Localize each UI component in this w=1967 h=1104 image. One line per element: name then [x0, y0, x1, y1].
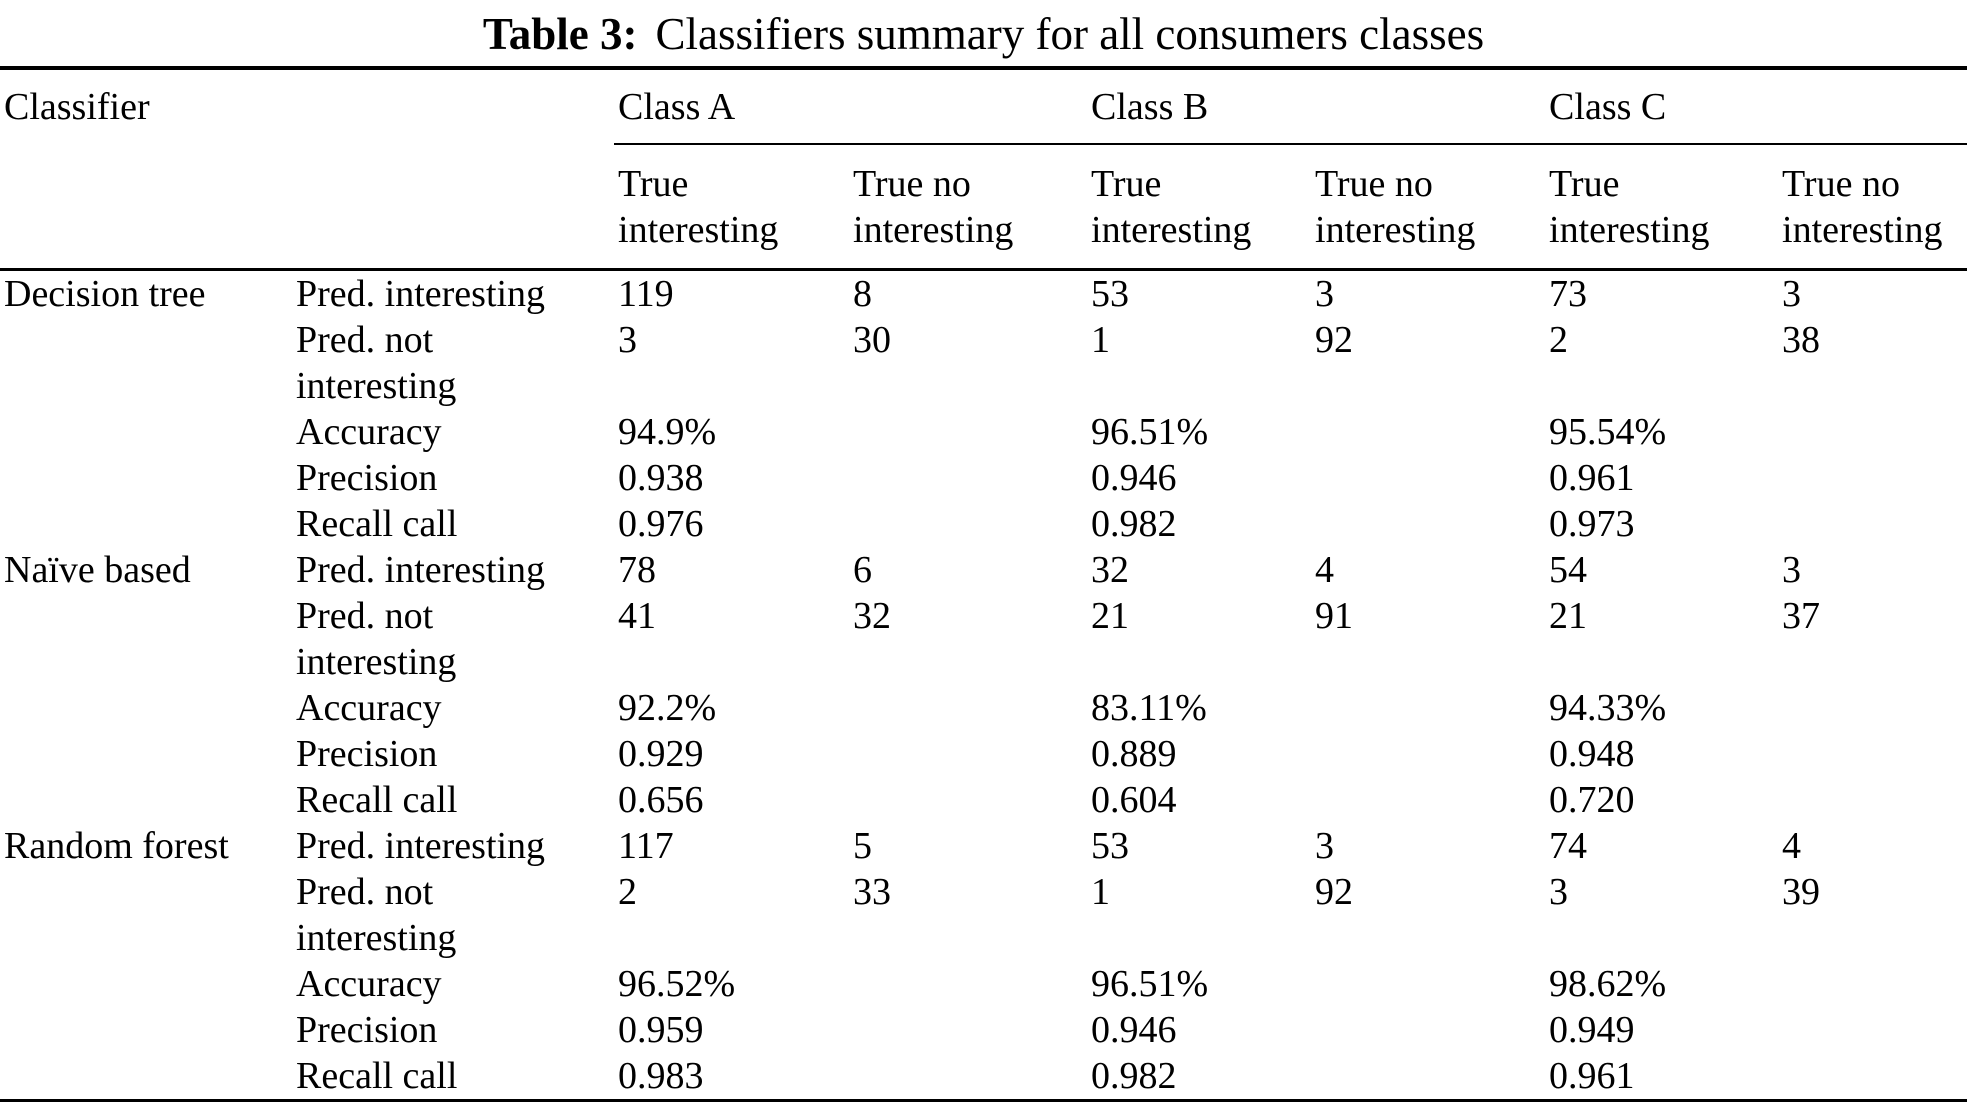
metric-label: Pred. not interesting — [296, 595, 457, 683]
value-cell: 92.2% — [618, 687, 717, 729]
value-cell: 0.889 — [1091, 733, 1177, 775]
classifier-name — [0, 961, 292, 1007]
value-cell: 0.949 — [1549, 1009, 1635, 1051]
value-cell — [849, 455, 1087, 501]
value-cell: 4 — [1782, 825, 1802, 867]
metric-label: Accuracy — [296, 411, 442, 453]
value-cell: 0.946 — [1091, 457, 1177, 499]
value-cell: 30 — [853, 319, 892, 361]
table-caption-label: Table 3: — [482, 9, 638, 59]
value-cell: 8 — [853, 273, 873, 315]
value-cell: 98.62% — [1549, 963, 1667, 1005]
value-cell: 0.720 — [1549, 779, 1635, 821]
value-cell — [1311, 1053, 1545, 1101]
value-cell: 21 — [1549, 595, 1588, 637]
metric-label: Recall call — [296, 779, 458, 821]
table-row — [0, 455, 1967, 501]
value-cell: 38 — [1782, 319, 1821, 361]
table-row — [0, 270, 1967, 318]
value-cell: 94.9% — [618, 411, 717, 453]
metric-label: Pred. interesting — [296, 825, 546, 867]
class-header-row — [0, 68, 1967, 144]
classifier-name — [0, 455, 292, 501]
value-cell — [849, 409, 1087, 455]
value-cell: 74 — [1549, 825, 1588, 867]
value-cell — [1778, 1007, 1967, 1053]
metric-label: Pred. interesting — [296, 273, 546, 315]
classifier-name — [0, 731, 292, 777]
metric-label: Precision — [296, 733, 438, 775]
value-cell: 37 — [1782, 595, 1821, 637]
metric-label: Pred. interesting — [296, 549, 546, 591]
value-cell — [1778, 501, 1967, 547]
value-cell: 3 — [1315, 825, 1335, 867]
table-row — [0, 547, 1967, 593]
value-cell: 0.946 — [1091, 1009, 1177, 1051]
table-caption-text: Classifiers summary for all consumers classes — [655, 9, 1485, 59]
metric-label: Accuracy — [296, 963, 442, 1005]
value-cell: 0.959 — [618, 1009, 704, 1051]
value-cell — [849, 731, 1087, 777]
value-cell: 1 — [1091, 319, 1111, 361]
value-cell — [849, 777, 1087, 823]
value-cell: 0.938 — [618, 457, 704, 499]
value-cell: 0.961 — [1549, 457, 1635, 499]
table-row — [0, 685, 1967, 731]
value-cell — [1311, 1007, 1545, 1053]
table-row — [0, 869, 1967, 961]
value-cell: 91 — [1315, 595, 1354, 637]
value-cell: 96.52% — [618, 963, 736, 1005]
class-c-header: Class C — [1545, 68, 1967, 144]
value-cell — [1311, 455, 1545, 501]
value-cell: 0.982 — [1091, 1055, 1177, 1097]
value-cell — [1778, 455, 1967, 501]
classifier-name — [0, 869, 292, 961]
table-row — [0, 823, 1967, 869]
table-body — [0, 270, 1967, 1101]
classifier-name: Decision tree — [4, 273, 206, 315]
classifier-name — [0, 1053, 292, 1101]
value-cell — [1311, 777, 1545, 823]
value-cell: 0.982 — [1091, 503, 1177, 545]
value-cell — [1778, 685, 1967, 731]
value-cell: 33 — [853, 871, 892, 913]
value-cell: 54 — [1549, 549, 1588, 591]
value-cell: 6 — [853, 549, 873, 591]
value-cell: 32 — [1091, 549, 1130, 591]
value-cell: 0.983 — [618, 1055, 704, 1097]
value-cell: 92 — [1315, 319, 1354, 361]
value-cell: 78 — [618, 549, 657, 591]
metric-label: Precision — [296, 457, 438, 499]
value-cell — [1778, 409, 1967, 455]
classifiers-table — [0, 66, 1967, 1102]
value-cell: 53 — [1091, 825, 1130, 867]
value-cell: 0.948 — [1549, 733, 1635, 775]
value-cell — [1778, 1053, 1967, 1101]
value-cell: 3 — [1549, 871, 1569, 913]
value-cell — [849, 501, 1087, 547]
value-cell — [1778, 731, 1967, 777]
class-b-header: Class B — [1087, 68, 1545, 144]
value-cell: 2 — [1549, 319, 1569, 361]
subheader-cell: True interesting — [1091, 163, 1252, 251]
table-row — [0, 777, 1967, 823]
value-cell: 0.961 — [1549, 1055, 1635, 1097]
metric-label: Accuracy — [296, 687, 442, 729]
value-cell: 96.51% — [1091, 963, 1209, 1005]
value-cell: 119 — [618, 273, 674, 315]
value-cell — [849, 685, 1087, 731]
value-cell — [849, 1007, 1087, 1053]
value-cell — [1778, 777, 1967, 823]
value-cell: 41 — [618, 595, 657, 637]
class-a-header: Class A — [614, 68, 1087, 144]
value-cell: 53 — [1091, 273, 1130, 315]
value-cell — [849, 961, 1087, 1007]
table-row — [0, 731, 1967, 777]
metric-label: Recall call — [296, 503, 458, 545]
value-cell: 3 — [618, 319, 638, 361]
value-cell: 2 — [618, 871, 638, 913]
value-cell: 0.656 — [618, 779, 704, 821]
classifier-column-header: Classifier — [4, 86, 150, 128]
value-cell: 4 — [1315, 549, 1335, 591]
table-row — [0, 593, 1967, 685]
value-cell — [849, 1053, 1087, 1101]
metric-label: Recall call — [296, 1055, 458, 1097]
classifier-name — [0, 685, 292, 731]
classifier-name: Naïve based — [4, 549, 191, 591]
value-cell: 5 — [853, 825, 873, 867]
value-cell: 0.976 — [618, 503, 704, 545]
value-cell: 73 — [1549, 273, 1588, 315]
metric-label: Pred. not interesting — [296, 319, 457, 407]
value-cell: 83.11% — [1091, 687, 1207, 729]
value-cell — [1311, 685, 1545, 731]
table-head — [0, 68, 1967, 270]
classifier-name — [0, 317, 292, 409]
table-row — [0, 1007, 1967, 1053]
value-cell: 32 — [853, 595, 892, 637]
value-cell: 117 — [618, 825, 674, 867]
metric-label: Pred. not interesting — [296, 871, 457, 959]
value-cell: 96.51% — [1091, 411, 1209, 453]
table-row — [0, 409, 1967, 455]
metric-label: Precision — [296, 1009, 438, 1051]
value-cell: 1 — [1091, 871, 1111, 913]
table-row — [0, 317, 1967, 409]
value-cell: 3 — [1782, 549, 1802, 591]
subheader-cell: True interesting — [1549, 163, 1710, 251]
value-cell: 94.33% — [1549, 687, 1667, 729]
table-row — [0, 1053, 1967, 1101]
value-cell: 0.973 — [1549, 503, 1635, 545]
value-cell — [1311, 409, 1545, 455]
subheader-cell: True no interesting — [853, 163, 1014, 251]
value-cell: 21 — [1091, 595, 1130, 637]
subheader-cell: True no interesting — [1315, 163, 1476, 251]
value-cell: 95.54% — [1549, 411, 1667, 453]
value-cell: 0.604 — [1091, 779, 1177, 821]
classifier-name — [0, 1007, 292, 1053]
value-cell — [1778, 961, 1967, 1007]
value-cell — [1311, 961, 1545, 1007]
value-cell: 92 — [1315, 871, 1354, 913]
classifier-name — [0, 593, 292, 685]
subheader-cell: True no interesting — [1782, 163, 1943, 251]
value-cell: 3 — [1782, 273, 1802, 315]
table-caption — [0, 0, 1967, 66]
value-cell: 39 — [1782, 871, 1821, 913]
classifier-name — [0, 409, 292, 455]
classifier-name: Random forest — [4, 825, 229, 867]
value-cell — [1311, 501, 1545, 547]
value-cell: 3 — [1315, 273, 1335, 315]
classifier-name — [0, 777, 292, 823]
value-cell — [1311, 731, 1545, 777]
table-row — [0, 961, 1967, 1007]
subheader-cell: True interesting — [618, 163, 779, 251]
classifier-name — [0, 501, 292, 547]
table-row — [0, 501, 1967, 547]
value-cell: 0.929 — [618, 733, 704, 775]
